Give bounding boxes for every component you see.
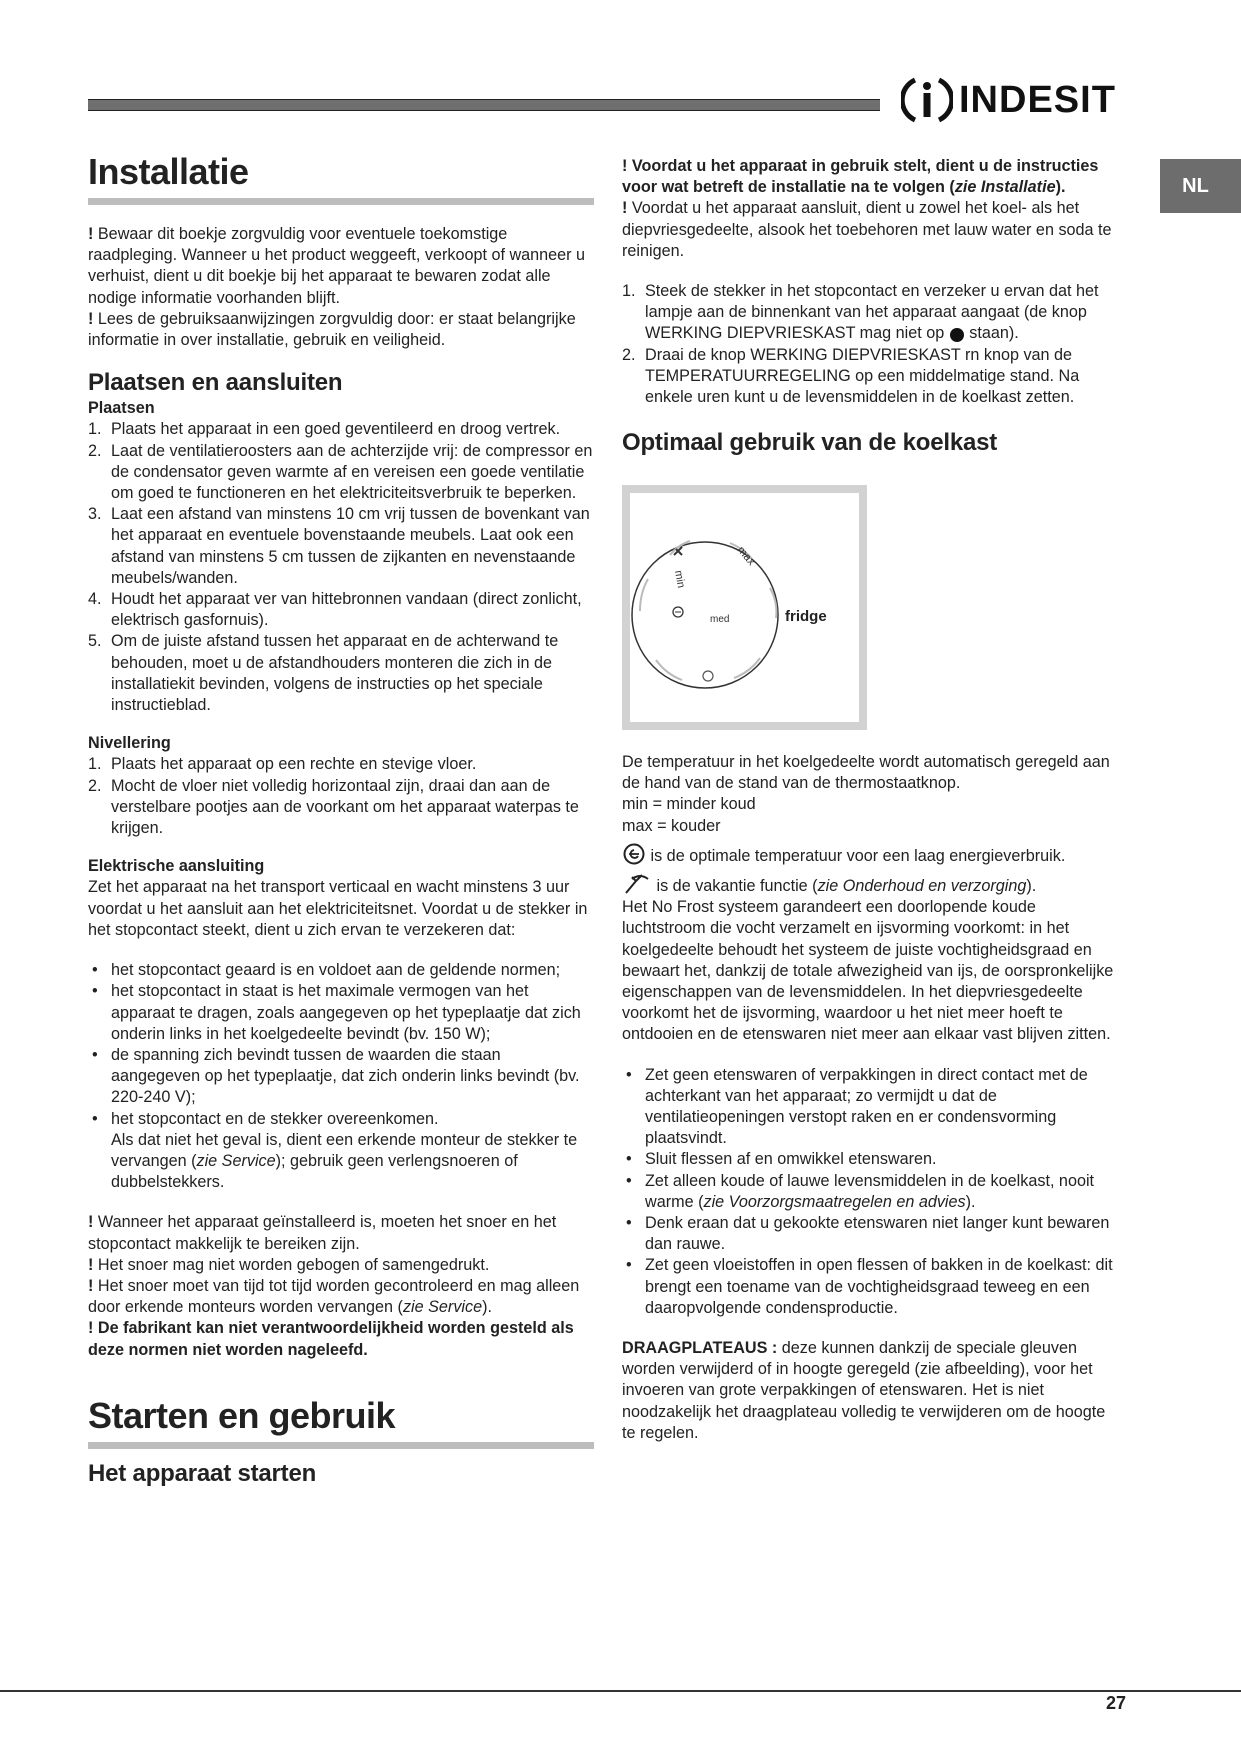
subheading-leveling: Nivellering xyxy=(88,734,171,753)
list-item: 2. Draai de knop WERKING DIEPVRIESKAST rn knop van de TEMPERATUURREGELING op een middelmatige stand. Na enkele uren kunt u de levensmiddelen in de koelkast zetten. xyxy=(622,345,1080,407)
heading-start-appliance: Het apparaat starten xyxy=(88,1459,317,1487)
min-explanation: min = minder koud xyxy=(622,795,756,814)
brand-logo-icon xyxy=(901,74,953,126)
list-item: 1. Plaats het apparaat op een rechte en stevige vloer. xyxy=(88,755,477,774)
list-item: • het stopcontact en de stekker overeenkomen. Als dat niet het geval is, dient een erkende monteur de stekker te vervangen (zie Service); gebruik geen verlengsnoeren of dubbelstekkers. xyxy=(88,1109,594,1194)
warning-disclaimer: ! De fabrikant kan niet verantwoordelijkheid worden gesteld als deze normen niet worden nageleefd. xyxy=(88,1319,574,1359)
brand-logo xyxy=(901,74,1116,126)
electrical-bullets xyxy=(88,960,594,1193)
intro-note: ! Lees de gebruiksaanwijzingen zorgvuldig door: er staat belangrijke informatie in over installatie, gebruik en veiligheid. xyxy=(88,309,576,350)
list-item: • Denk eraan dat u gekookte etenswaren niet langer kunt bewaren dan rauwe. xyxy=(622,1213,1122,1255)
section-title-installation: Installatie xyxy=(88,151,249,192)
list-item: 1. Steek de stekker in het stopcontact en verzeker u ervan dat het lampje aan de binnenkant van het apparaat aangaat (de knop WERKING DIEPVRIESKAST mag niet op staan). xyxy=(622,282,1099,343)
dial-fridge-label: fridge xyxy=(785,608,827,625)
title-rule xyxy=(88,1442,594,1449)
subheading-placing: Plaatsen xyxy=(88,399,155,418)
dial-min-label: min xyxy=(672,569,687,589)
thermostat-dial xyxy=(630,493,859,722)
warnings xyxy=(88,1212,594,1360)
left-column xyxy=(88,150,594,1489)
footer-rule xyxy=(0,1690,1241,1692)
title-rule xyxy=(88,198,594,205)
temperature-explanation: De temperatuur in het koelgedeelte wordt automatisch geregeld aan de hand van de stand van de thermostaatknop. xyxy=(622,753,1110,793)
dial-max-label: max xyxy=(734,544,758,568)
list-item: • Zet geen vloeistoffen in open flessen of bakken in de koelkast: dit brengt een toename van de vochtigheidsgraad teweeg en een daaropvolgende condensproductie. xyxy=(622,1255,1122,1319)
list-item: • Zet geen etenswaren of verpakkingen in direct contact met de achterkant van het apparaat; zo vermijdt u dat de ventilatieopeningen verstopt raken en er condensvorming plaatsvindt. xyxy=(622,1065,1122,1150)
heading-optimal-use: Optimaal gebruik van de koelkast xyxy=(622,429,998,457)
page-number: 27 xyxy=(1106,1693,1127,1713)
header-rule xyxy=(88,99,880,111)
list-item: • het stopcontact in staat is het maximale vermogen van het apparaat te dragen, zoals aangegeven op het typeplaatje dat zich onderin links in het koelgedeelte bevindt (bv. 150 W); xyxy=(88,981,594,1045)
eco-explanation: is de optimale temperatuur voor een laag energieverbruik. xyxy=(622,843,1122,867)
installation-link: zie Installatie xyxy=(954,178,1056,197)
brand-name: INDESIT xyxy=(959,78,1116,121)
maintenance-link: zie Onderhoud en verzorging xyxy=(817,877,1027,896)
electrical-intro: Zet het apparaat na het transport verticaal en wacht minstens 3 uur voordat u het aansluit aan het elektriciteitsnet. Voordat u de stekker in het stopcontact steekt, dient u zich ervan te verzekeren dat: xyxy=(88,878,588,939)
shelves-explanation: DRAAGPLATEAUS : deze kunnen dankzij de speciale gleuven worden verwijderd of in hoogte geregeld (zie afbeelding), voor het invoeren van grote verpakkingen of etenswaren. Het is niet noodzakelijk het draagplateau volledig te verwijderen om de hoogte te regelen. xyxy=(622,1339,1106,1442)
notice-cleaning: ! Voordat u het apparaat aansluit, dient u zowel het koel- als het diepvriesgedeelte, alsook het toebehoren met lauw water en soda te reinigen. xyxy=(622,199,1112,260)
right-column xyxy=(622,156,1122,458)
warning-note: ! Het snoer mag niet worden gebogen of samengedrukt. xyxy=(88,1255,490,1274)
list-item: 2. Laat de ventilatieroosters aan de achterzijde vrij: de compressor en de condensator geven warmte af en vereisen een goede ventilatie om goed te functioneren en het elektriciteitsverbruik te beperken. xyxy=(88,441,593,503)
leveling-list xyxy=(88,754,594,839)
placing-list xyxy=(88,419,594,716)
section-title-start: Starten en gebruik xyxy=(88,1394,396,1436)
right-column-lower xyxy=(622,752,1122,1444)
subheading-electrical: Elektrische aansluiting xyxy=(88,857,265,876)
notice-installation: ! Voordat u het apparaat in gebruik stelt, dient u de instructies voor wat betreft de installatie na te volgen (zie Installatie). xyxy=(622,157,1099,197)
start-steps xyxy=(622,281,1122,408)
list-item: 3. Laat een afstand van minstens 10 cm vrij tussen de bovenkant van het apparaat en eventuele bovenstaande meubels. Laat ook een afstand van minstens 5 cm tussen de zijkanten en nevenstaande meubels/wanden. xyxy=(88,505,590,587)
list-item: • de spanning zich bevindt tussen de waarden die staan aangegeven op het typeplaatje, dat zich onderin links bevindt (bv. 220-240 V); xyxy=(88,1045,594,1109)
list-item: 2. Mocht de vloer niet volledig horizontaal zijn, draai dan aan de verstelbare pootjes aan de voorkant om het apparaat waterpas te krijgen. xyxy=(88,776,579,838)
indicator-light xyxy=(703,671,713,681)
max-explanation: max = kouder xyxy=(622,816,721,835)
list-item: • Zet alleen koude of lauwe levensmiddelen in de koelkast, nooit warme (zie Voorzorgsmaatregelen en advies). xyxy=(622,1171,1122,1213)
heading-placing-connecting: Plaatsen en aansluiten xyxy=(88,369,343,397)
warning-note: ! Het snoer moet van tijd tot tijd worden gecontroleerd en mag alleen door erkende monteurs worden vervangen (zie Service). xyxy=(88,1276,580,1317)
service-link: zie Service xyxy=(196,1151,276,1170)
vacation-explanation: is de vakantie functie (zie Onderhoud en verzorging). xyxy=(622,873,1122,897)
service-link: zie Service xyxy=(402,1298,483,1317)
list-item: 5. Om de juiste afstand tussen het apparaat en de achterwand te behouden, moet u de afstandhouders monteren die zich in de installatiekit bevinden, volgens de instructies op het speciale instructieblad. xyxy=(88,632,559,715)
eco-icon xyxy=(622,843,646,865)
intro-notes xyxy=(88,224,594,351)
list-item: 4. Houdt het apparaat ver van hittebronnen vandaan (direct zonlicht, elektrisch gasfornuis). xyxy=(88,590,582,630)
nofrost-explanation: Het No Frost systeem garandeert een doorlopende koude luchtstroom die vocht verzamelt en ijsvorming voorkomt: in het koelgedeelte behoudt het systeem de juiste vochtigheidsgraad en bewaart het, dankzij de totale afwezigheid van ijs, de oorspronkelijke eigenschappen van de levensmiddelen. In het diepvriesgedeelte voorkomt het de ijsvorming, waardoor u het niet meer hoeft te ontdooien en de etenswaren niet meer aan elkaar vast blijven zitten. xyxy=(622,898,1114,1044)
intro-note: ! Bewaar dit boekje zorgvuldig voor eventuele toekomstige raadpleging. Wanneer u het product weggeeft, verkoopt of wanneer u verhuist, dient u dit boekje bij het apparaat te bewaren zodat alle nodige informatie voorhanden blijft. xyxy=(88,225,586,307)
language-tab: NL xyxy=(1160,159,1241,213)
vacation-icon xyxy=(622,873,652,895)
dial-med-label: med xyxy=(710,614,730,625)
list-item: • Sluit flessen af en omwikkel etenswaren. xyxy=(622,1149,1122,1170)
list-item: 1. Plaats het apparaat in een goed geventileerd en droog vertrek. xyxy=(88,420,561,439)
warning-note: ! Wanneer het apparaat geïnstalleerd is, moeten het snoer en het stopcontact makkelijk te bereiken zijn. xyxy=(88,1213,557,1253)
thermostat-illustration xyxy=(622,485,867,730)
list-item: • het stopcontact geaard is en voldoet aan de geldende normen; xyxy=(88,960,594,981)
usage-tips xyxy=(622,1065,1122,1319)
precautions-link: zie Voorzorgsmaatregelen en advies xyxy=(703,1192,966,1211)
off-dot-icon xyxy=(949,326,965,342)
